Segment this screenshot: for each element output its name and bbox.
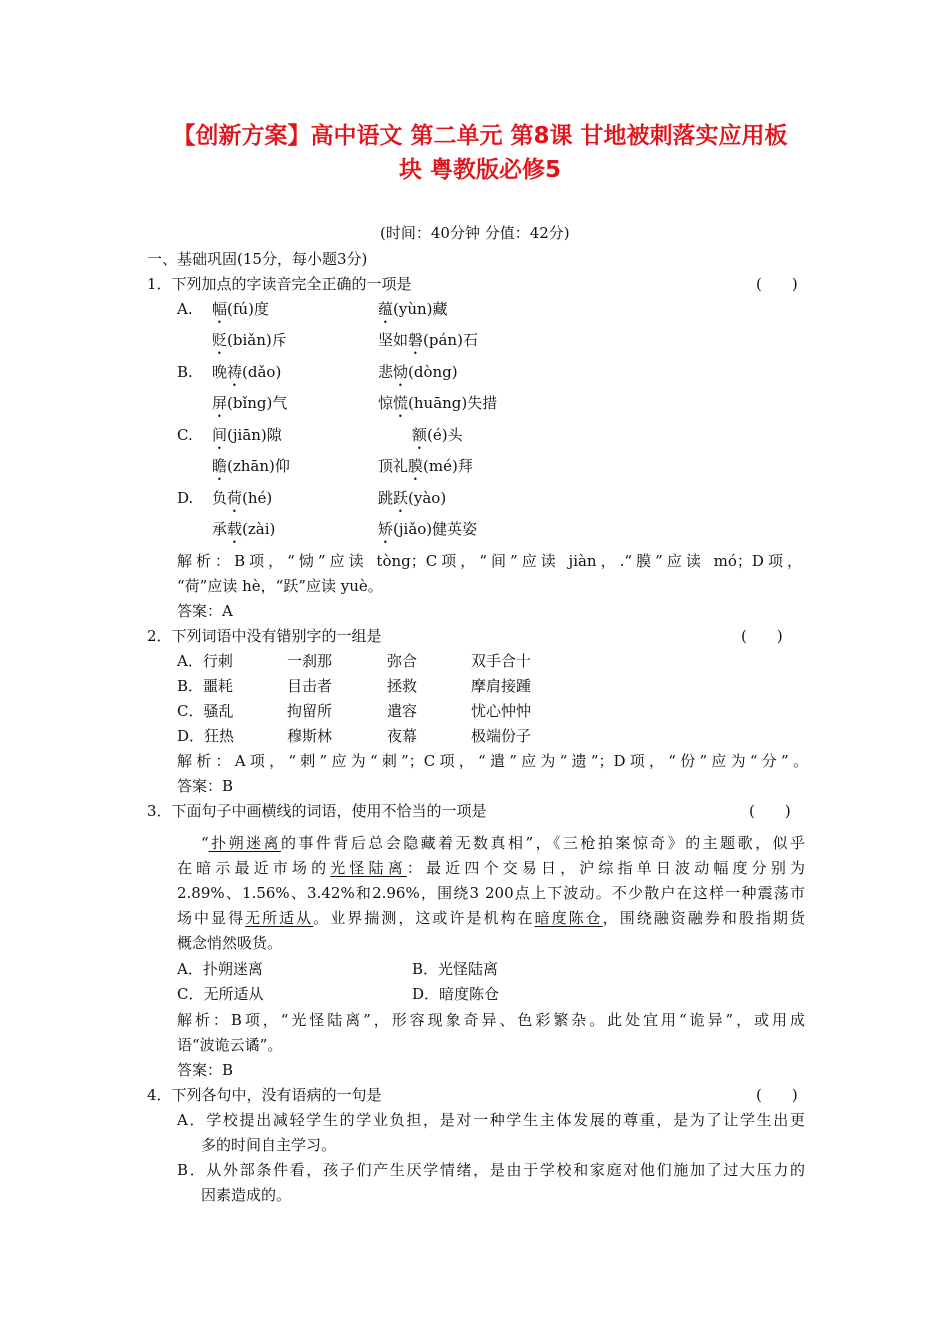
document-title-line2: 块 粤教版必修5 <box>398 157 561 183</box>
pinyin-item: 顶礼膜(mé)拜 <box>378 457 473 475</box>
pinyin-item: 晚祷(dǎo) <box>212 363 282 381</box>
choice-option: B．从外部条件看，孩子们产生厌学情绪，是由于学校和家庭对他们施加了过大压力的 <box>177 1161 805 1179</box>
pinyin-item: 惊慌(huāng)失措 <box>378 394 498 412</box>
word-option: 遣容 <box>387 702 418 720</box>
word-option: 穆斯林 <box>287 727 333 745</box>
answer-blank: ( ) <box>756 1086 798 1104</box>
pinyin-item: 承载(zài) <box>212 520 276 538</box>
pinyin-item: 间(jiān)隙 <box>212 426 282 444</box>
question-3-analysis-cont: 语“波诡云谲”。 <box>177 1036 283 1054</box>
pinyin-item: 幅(fú)度 <box>212 300 269 318</box>
question-3-analysis: 解析：B项，“光怪陆离”，形容现象奇异、色彩繁杂。此处宜用“诡异”，或用成 <box>177 1011 805 1029</box>
word-option: 摩肩接踵 <box>471 677 532 695</box>
word-option: 目击者 <box>287 677 333 695</box>
word-option: 双手合十 <box>471 652 532 670</box>
document-title-line1: 【创新方案】高中语文 第二单元 第8课 甘地被刺落实应用板 <box>172 123 788 149</box>
answer-blank: ( ) <box>749 802 791 820</box>
pinyin-item: 负荷(hé) <box>212 489 273 507</box>
pinyin-item: 跳跃(yào) <box>378 489 447 507</box>
time-score-info: (时间：40分钟 分值：42分) <box>380 224 570 242</box>
choice-option: D．暗度陈仓 <box>412 985 500 1003</box>
word-option: 弥合 <box>387 652 418 670</box>
pinyin-item: 屏(bǐng)气 <box>212 394 288 412</box>
option-label: B. <box>177 363 193 381</box>
choice-option-cont: 因素造成的。 <box>201 1186 292 1204</box>
word-option: 忧心忡忡 <box>471 702 532 720</box>
word-option: D．狂热 <box>177 727 235 745</box>
option-label: A. <box>177 300 193 318</box>
question-1-answer: 答案：A <box>177 602 233 620</box>
passage-line: 在暗示最近市场的光怪陆离：最近四个交易日，沪综指单日波动幅度分别为 <box>177 859 805 877</box>
word-option: 拘留所 <box>287 702 333 720</box>
word-option: B．噩耗 <box>177 677 234 695</box>
word-option: 极端份子 <box>471 727 532 745</box>
question-1-analysis: 解析：B项，“恸”应读 tòng；C项，“间”应读 jiàn，.“膜”应读 mó；D项， <box>177 552 802 570</box>
question-3-stem: 3．下面句子中画横线的词语，使用不恰当的一项是 <box>147 802 487 820</box>
answer-blank: ( ) <box>741 627 783 645</box>
section-heading: 一、基础巩固(15分，每小题3分) <box>147 250 368 268</box>
option-label: D. <box>177 489 194 507</box>
pinyin-item: 蕴(yùn)藏 <box>378 300 448 318</box>
word-option: A．行刺 <box>177 652 233 670</box>
pinyin-item: 额(é)头 <box>412 426 463 444</box>
word-option: 拯救 <box>387 677 418 695</box>
passage-line: 2.89%、1.56%、3.42%和2.96%，围绕3 200点上下波动。不少散户在这样一种震荡市 <box>177 884 805 902</box>
passage-line: “扑朔迷离的事件背后总会隐藏着无数真相”，《三枪拍案惊奇》的主题歌，似乎 <box>201 834 805 852</box>
question-2-analysis: 解析：A项，“剌”应为“刺”；C项，“遣”应为“遗”；D项，“份”应为“分”。 <box>177 752 808 770</box>
pinyin-item: 坚如磐(pán)石 <box>378 331 478 349</box>
passage-line: 概念悄然吸货。 <box>177 934 283 952</box>
question-4-stem: 4．下列各句中，没有语病的一句是 <box>147 1086 382 1104</box>
pinyin-item: 悲恸(dòng) <box>378 363 458 381</box>
pinyin-item: 瞻(zhān)仰 <box>212 457 290 475</box>
option-label: C. <box>177 426 193 444</box>
choice-option: A．扑朔迷离 <box>177 960 263 978</box>
pinyin-item: 矫(jiǎo)健英姿 <box>378 520 478 538</box>
question-2-stem: 2．下列词语中没有错别字的一组是 <box>147 627 382 645</box>
question-3-answer: 答案：B <box>177 1061 234 1079</box>
choice-option: C．无所适从 <box>177 985 264 1003</box>
question-2-answer: 答案：B <box>177 777 234 795</box>
word-option: 夜幕 <box>387 727 418 745</box>
passage-line: 场中显得无所适从。业界揣测，这或许是机构在暗度陈仓，围绕融资融券和股指期货 <box>177 909 805 927</box>
word-option: C．骚乱 <box>177 702 234 720</box>
question-1-stem: 1．下列加点的字读音完全正确的一项是 <box>147 275 412 293</box>
question-1-analysis-cont: “荷”应读 hè，“跃”应读 yuè。 <box>177 577 383 595</box>
choice-option: A．学校提出减轻学生的学业负担，是对一种学生主体发展的尊重，是为了让学生出更 <box>177 1111 805 1129</box>
choice-option: B．光怪陆离 <box>412 960 499 978</box>
answer-blank: ( ) <box>756 275 798 293</box>
word-option: 一刹那 <box>287 652 333 670</box>
choice-option-cont: 多的时间自主学习。 <box>201 1136 337 1154</box>
pinyin-item: 贬(biǎn)斥 <box>212 331 287 349</box>
